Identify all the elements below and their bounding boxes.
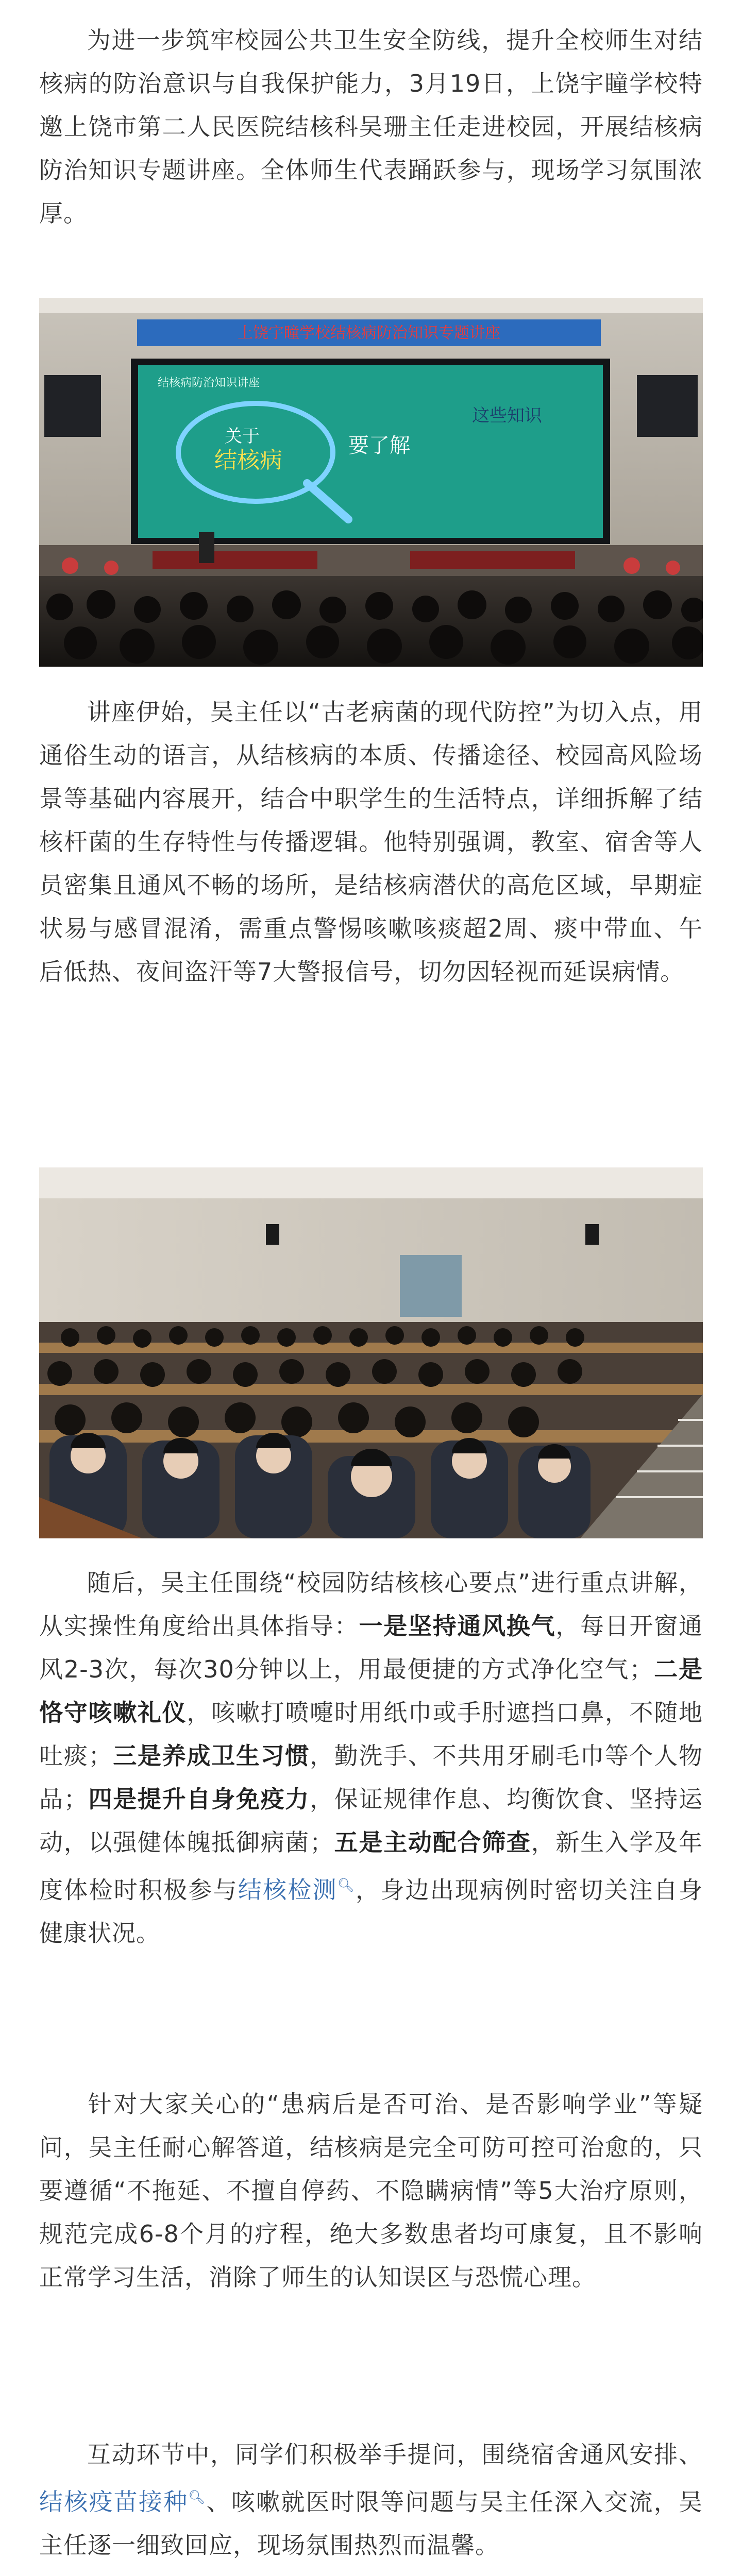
interaction-text-b: 、咳嗽就医时限等问题与吴主任深入交流，吴主任逐一细致回应，现场氛围热烈而温馨。 xyxy=(39,2488,703,2560)
paragraph-lecture-opening-text: 讲座伊始，吴主任以“古老病菌的现代防控”为切入点，用通俗生动的语言，从结核病的本质、传播途径、校园高风险场景等基础内容展开，结合中职学生的生活特点，详细拆解了结核杆菌的生存特性与传播逻辑。他特别强调，教室、宿舍等人员密集且通风不畅的场所，是结核病潜伏的高危区域，早期症状易与感冒混淆，需重点警惕咳嗽咳痰超2周、痰中带血、午后低热、夜间盗汗等7大警报信号，切勿因轻视而延误病情。 xyxy=(39,698,703,986)
paragraph-intro-text: 为进一步筑牢校园公共卫生安全防线，提升全校师生对结核病的防治意识与自我保护能力，3月19日，上饶宇瞳学校特邀上饶市第二人民医院结核科吴珊主任走进校园，开展结核病防治知识专题讲座。全体师生代表踊跃参与，现场学习氛围浓厚。 xyxy=(39,26,703,227)
key-points-intro: 随后，吴主任围绕“校园防结核核心要点”进行重点讲解，从实操性角度给出具体指导： xyxy=(39,1569,703,1640)
magnifier-icon: 🔍︎ xyxy=(188,2490,207,2505)
photo-students-seated-image xyxy=(39,1167,703,1538)
screen-title-left: 关于 xyxy=(225,426,260,447)
interaction-text-a: 互动环节中，同学们积极举手提问，围绕宿舍通风安排、 xyxy=(87,2441,703,2468)
stage-banner-text: 上饶宇瞳学校结核病防治知识专题讲座 xyxy=(238,324,500,342)
tb-test-link[interactable] xyxy=(238,1876,356,1904)
key-point-screening: 五是主动配合筛查 xyxy=(334,1828,531,1856)
screen-right-text: 这些知识 xyxy=(472,405,542,426)
key-point-cough-etiquette-detail: ，咳嗽打喷嚏时用纸巾或手肘遮挡口鼻，不随地吐痰； xyxy=(39,1699,703,1770)
tb-vaccine-link[interactable] xyxy=(39,2488,207,2516)
tb-test-link-label: 结核检测 xyxy=(238,1876,338,1904)
key-point-cough-etiquette: 二是恪守咳嗽礼仪 xyxy=(39,1655,703,1726)
paragraph-intro xyxy=(39,19,703,235)
photo-students-seated xyxy=(39,1167,703,1538)
key-points-end: ，身边出现病例时密切关注自身健康状况。 xyxy=(39,1876,703,1947)
key-point-hygiene: 三是养成卫生习惯 xyxy=(112,1742,310,1770)
key-point-hygiene-detail: ，勤洗手、不共用牙刷毛巾等个人物品； xyxy=(39,1742,703,1813)
screen-subtitle: 要了解 xyxy=(348,434,410,457)
photo-lecture-hall-stage xyxy=(39,298,703,667)
tb-vaccine-link-label: 结核疫苗接种 xyxy=(39,2488,189,2516)
paragraph-interaction xyxy=(39,2433,703,2567)
paragraph-lecture-opening xyxy=(39,690,703,993)
key-point-immunity-detail: ，保证规律作息、均衡饮食、坚持运动，以强健体魄抵御病菌； xyxy=(39,1785,703,1856)
key-point-immunity: 四是提升自身免疫力 xyxy=(88,1785,310,1813)
screen-title-main: 结核病 xyxy=(214,447,282,473)
photo-lecture-hall-stage-image xyxy=(39,298,703,667)
magnifier-icon: 🔍︎ xyxy=(337,1878,356,1893)
key-point-ventilation: 一是坚持通风换气 xyxy=(359,1612,556,1640)
paragraph-key-points xyxy=(39,1561,703,1955)
key-point-ventilation-detail: ，每日开窗通风2-3次，每次30分钟以上，用最便捷的方式净化空气； xyxy=(39,1612,703,1683)
paragraph-qa xyxy=(39,2082,703,2299)
screen-header-text: 结核病防治知识讲座 xyxy=(158,377,260,389)
key-point-screening-detail: ，新生入学及年度体检时积极参与 xyxy=(39,1828,703,1904)
paragraph-qa-text: 针对大家关心的“患病后是否可治、是否影响学业”等疑问，吴主任耐心解答道，结核病是完全可防可控可治愈的，只要遵循“不拖延、不擅自停药、不隐瞒病情”等5大治疗原则，规范完成6-8个月的疗程，绝大多数患者均可康复，且不影响正常学习生活，消除了师生的认知误区与恐慌心理。 xyxy=(39,2090,703,2291)
